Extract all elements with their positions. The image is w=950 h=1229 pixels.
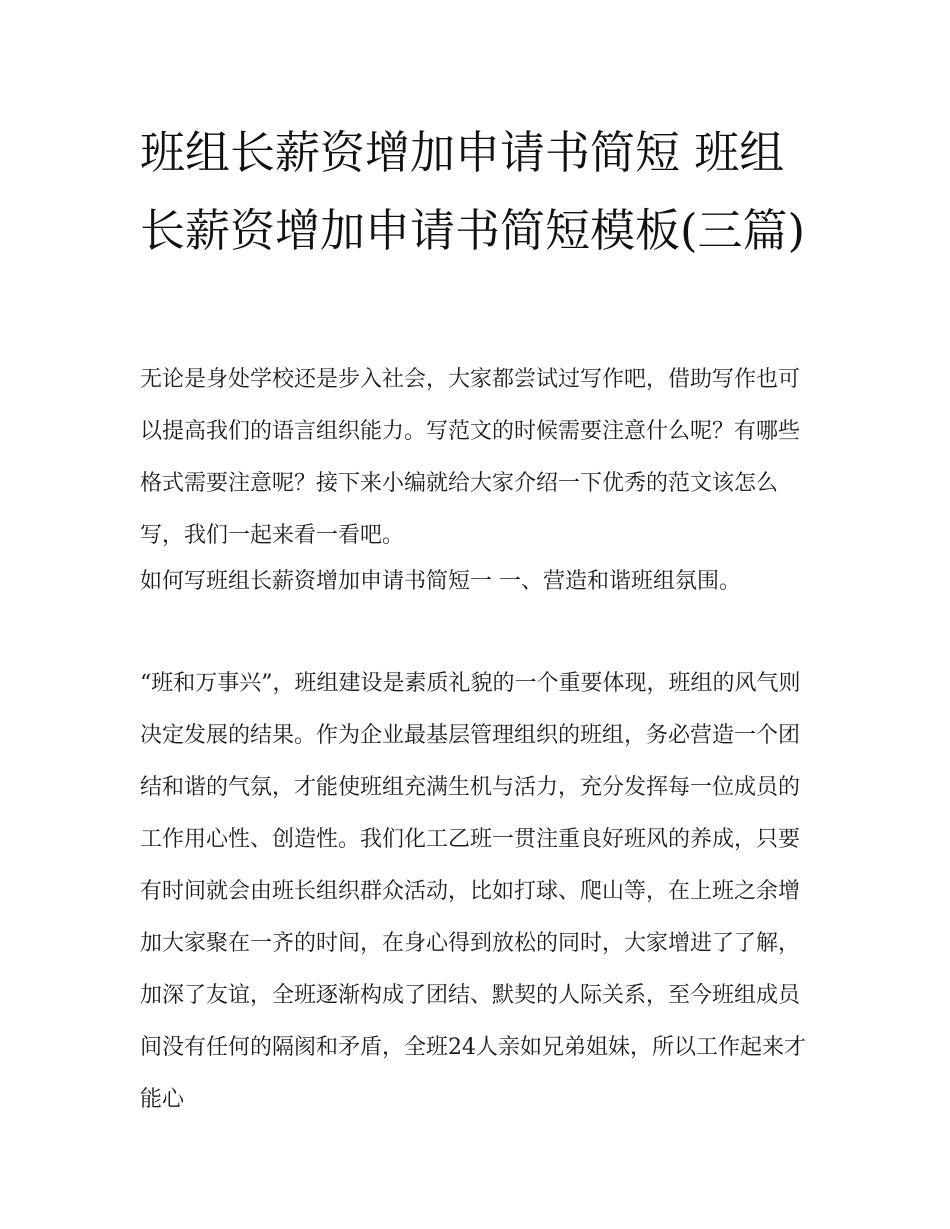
body-paragraph: “班和万事兴”，班组建设是素质礼貌的一个重要体现，班组的风气则决定发展的结果。作为企业最基层管理组织的班组，务必营造一个团结和谐的气氛，才能使班组充满生机与活力，充分发挥每一位成员的工作用心性、创造性。我们化工乙班一贯注重良好班风的养成，只要有时间就会由班长组织群众活动，比如打球、爬山等，在上班之余增加大家聚在一齐的时间，在身心得到放松的同时，大家增进了了解，加深了友谊，全班逐渐构成了团结、默契的人际关系，至今班组成员间没有任何的隔阂和矛盾，全班24人亲如兄弟姐妹，所以工作起来才能心 bbox=[140, 671, 806, 1112]
intro-paragraph: 无论是身处学校还是步入社会，大家都尝试过写作吧，借助写作也可以提高我们的语言组织能力。写范文的时候需要注意什么呢？有哪些格式需要注意呢？接下来小编就给大家介绍一下优秀的范文该怎么写，我们一起来看一看吧。 bbox=[140, 367, 801, 548]
section-heading-paragraph: 如何写班组长薪资增加申请书简短一 一、营造和谐班组氛围。 bbox=[140, 569, 741, 594]
document-title: 班组长薪资增加申请书简短 班组长薪资增加申请书简短模板(三篇) bbox=[140, 126, 806, 257]
